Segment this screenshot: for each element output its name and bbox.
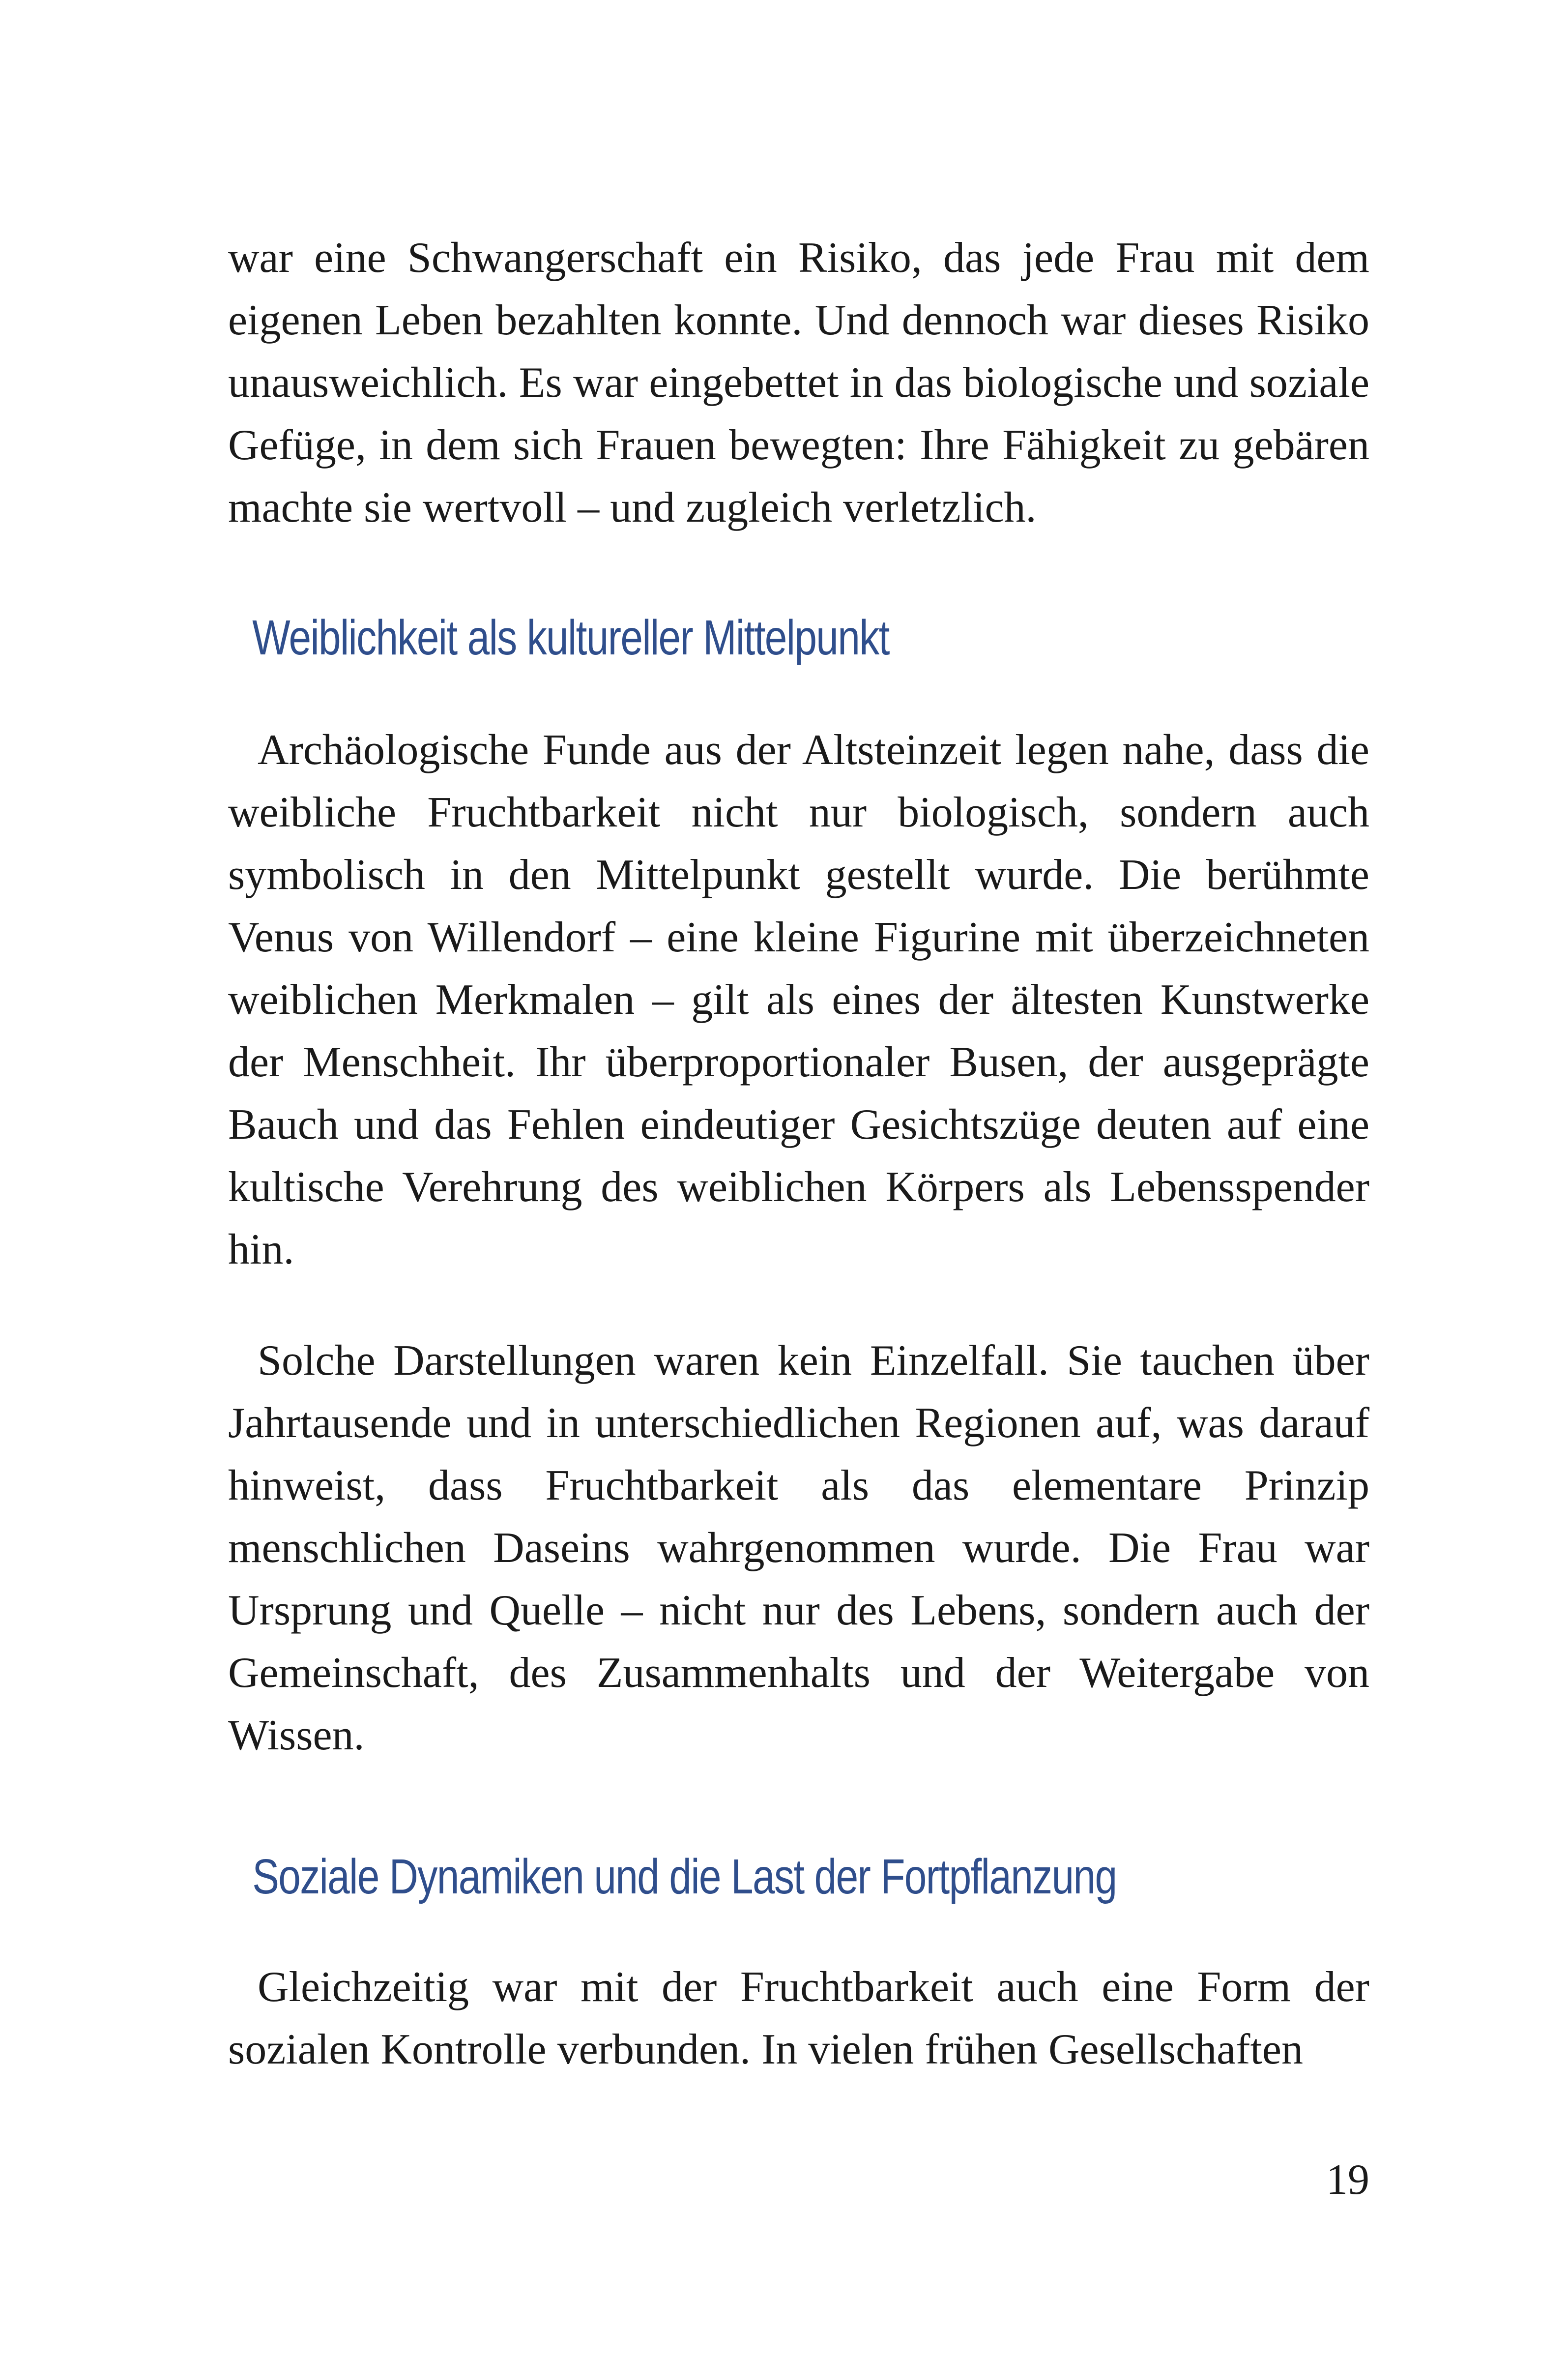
paragraph-4: Gleichzeitig war mit der Fruchtbarkeit auch eine Form der sozialen Kontrolle verbunden. In vielen frühen Gesellschaften <box>228 1963 1369 2073</box>
heading-block-2 <box>228 1846 1369 1908</box>
paragraph-3: Solche Darstellungen waren kein Einzelfall. Sie tauchen über Jahrtausende und in unterschiedlichen Regionen auf, was darauf hinweist, dass Fruchtbarkeit als das elementare Prinzip menschlichen Daseins wahrgenommen wurde. Die Frau war Ursprung und Quelle – nicht nur des Lebens, sondern auch der Gemeinschaft, des Zusammenhalts und der Weitergabe von Wissen. <box>228 1337 1369 1759</box>
paragraph-2: Archäologische Funde aus der Altsteinzeit legen nahe, dass die weibliche Fruchtbarkeit nicht nur biologisch, sondern auch symbolisch in den Mittelpunkt gestellt wurde. Die berühmte Venus von Willendorf – eine kleine Figurine mit überzeichneten weiblichen Merkmalen – gilt als eines der ältesten Kunstwerke der Menschheit. Ihr überproportionaler Busen, der ausgeprägte Bauch und das Fehlen eindeutiger Gesichtszüge deuten auf eine kultische Verehrung des weiblichen Körpers als Lebensspender hin. <box>228 726 1369 1273</box>
text-block-4 <box>228 1956 1369 2081</box>
heading-block-1 <box>228 607 1369 669</box>
section-heading-1: Weiblichkeit als kultureller Mittelpunkt <box>252 610 889 665</box>
text-block-3 <box>228 1329 1369 1767</box>
text-block-1 <box>228 227 1369 539</box>
paragraph-1: war eine Schwangerschaft ein Risiko, das jede Frau mit dem eigenen Leben bezahlten konnte. Und dennoch war dieses Risiko unausweichlich. Es war eingebettet in das biologische und soziale Gefüge, in dem sich Frauen bewegten: Ihre Fähigkeit zu gebären machte sie wertvoll – und zugleich verletzlich. <box>228 234 1369 531</box>
section-heading-2: Soziale Dynamiken und die Last der Fortpflanzung <box>252 1849 1117 1904</box>
page-number: 19 <box>1326 2156 1369 2204</box>
text-block-2 <box>228 719 1369 1281</box>
